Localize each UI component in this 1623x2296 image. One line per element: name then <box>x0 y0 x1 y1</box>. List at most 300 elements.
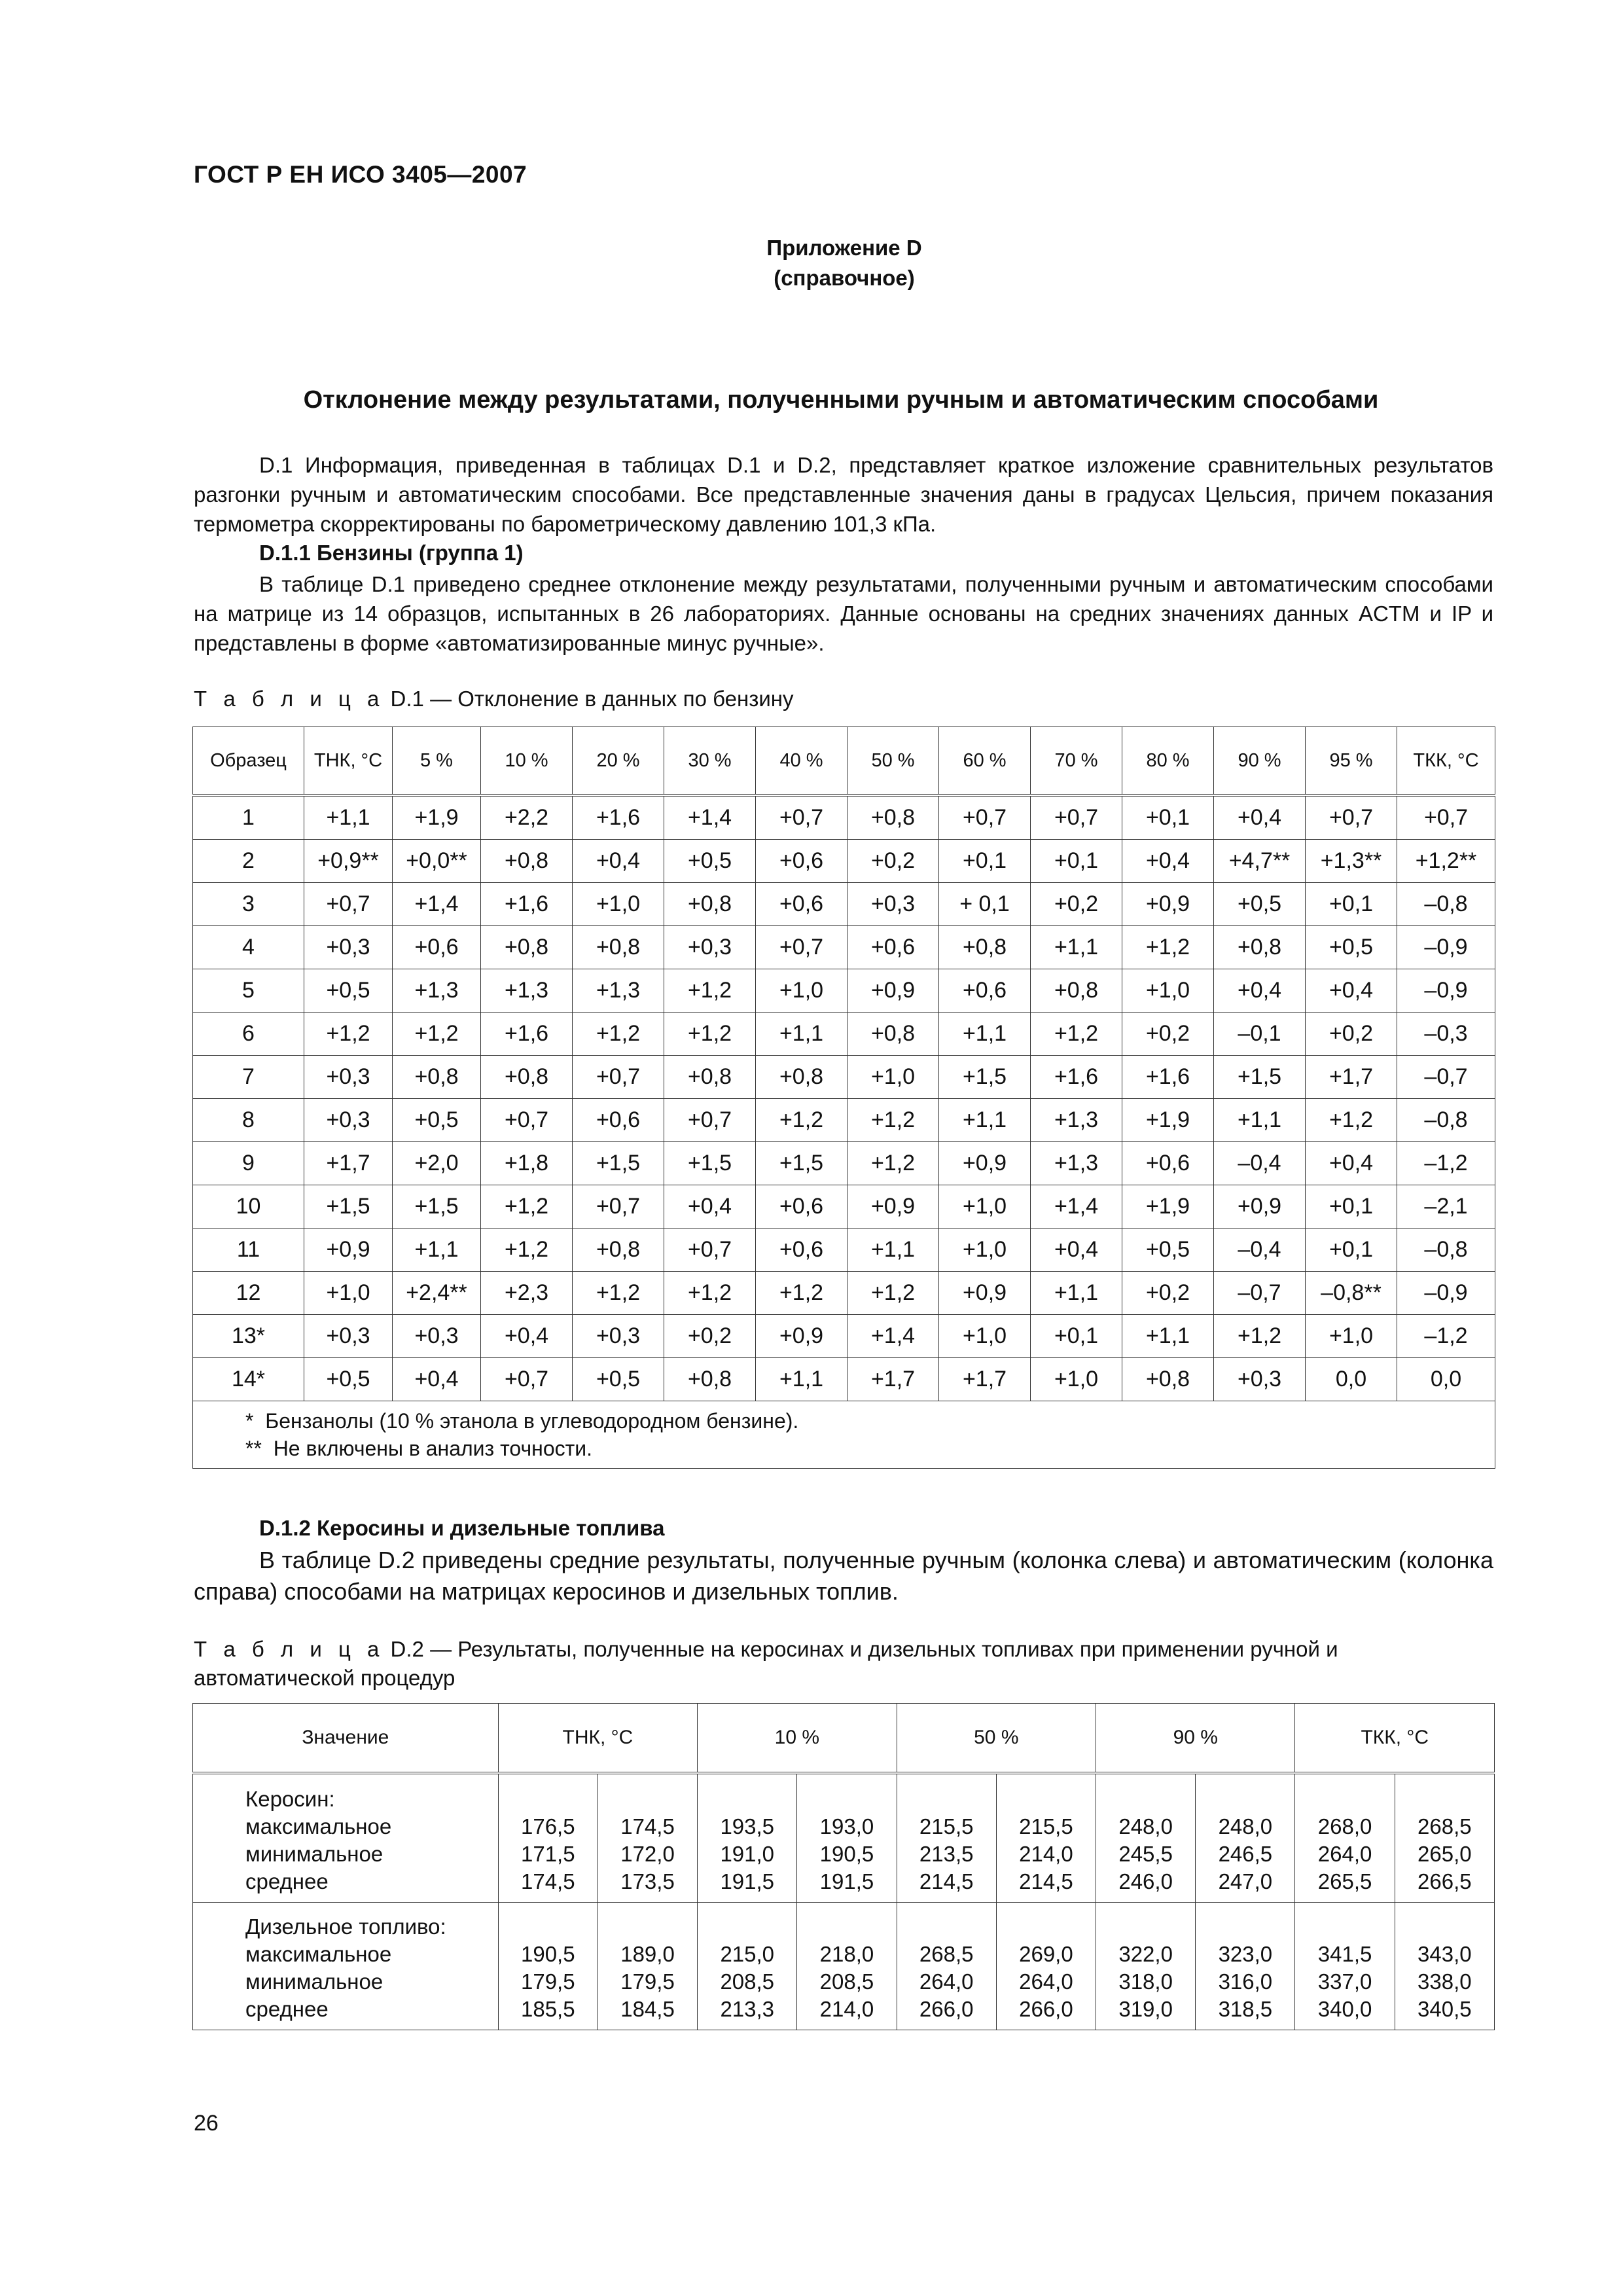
table2-value-cell <box>698 1902 797 2030</box>
table1-cell: +0,2 <box>1306 1013 1397 1056</box>
table1-cell: +1,0 <box>847 1056 939 1099</box>
table1-column-header: 95 % <box>1306 727 1397 796</box>
table1-cell: +0,8 <box>939 926 1031 969</box>
table1-cell: +0,9 <box>1214 1185 1306 1229</box>
table1-cell: +1,0 <box>1031 1358 1122 1401</box>
table1-cell: +0,8 <box>481 1056 573 1099</box>
table1-cell: +0,3 <box>304 926 393 969</box>
table1-cell: +0,8 <box>573 1229 664 1272</box>
table1-column-header: 70 % <box>1031 727 1122 796</box>
table1-cell: +0,2 <box>1122 1272 1214 1315</box>
table1-cell: +1,2 <box>756 1272 847 1315</box>
table1-cell: –0,8 <box>1397 1229 1495 1272</box>
paragraph-d11: В таблице D.1 приведено среднее отклонение между результатами, полученными ручным и автоматическим способами на матрице из 14 образцов, испытанных в 26 лабораториях. Данные основаны на средних значениях данных ACTM и IP и представлены в форме «автоматизированные минус ручные». <box>194 572 1493 655</box>
table1-cell: +0,3 <box>664 926 756 969</box>
table1-cell: +0,8 <box>1122 1358 1214 1401</box>
table1-cell: +1,5 <box>304 1185 393 1229</box>
table1-cell: +0,5 <box>304 1358 393 1401</box>
table1-cell: +0,6 <box>847 926 939 969</box>
table1-cell: +1,2 <box>664 969 756 1013</box>
table1-row <box>193 926 1495 969</box>
table1-cell: +1,1 <box>847 1229 939 1272</box>
table2-values: 190,5 179,5 185,5 <box>521 1942 575 2021</box>
table1-cell: +0,3 <box>1214 1358 1306 1401</box>
table2-value-cell <box>797 1902 897 2030</box>
table1-cell: –0,9 <box>1397 1272 1495 1315</box>
table1-cell: 0,0 <box>1397 1358 1495 1401</box>
table1-cell: +1,2 <box>304 1013 393 1056</box>
table1-cell: +0,1 <box>1122 795 1214 840</box>
paragraph-d1: D.1 Информация, приведенная в таблицах D.1 и D.2, представляет краткое изложение сравнительных результатов разгонки ручным и автоматическим способами. Все представленные значения даны в градусах Цельсия, причем показания термометра скорректированы по барометрическому давлению 101,3 кПа. <box>194 453 1493 536</box>
table1-column-header: ТНК, °С <box>304 727 393 796</box>
table1-cell: –2,1 <box>1397 1185 1495 1229</box>
table1-cell: +0,9 <box>756 1315 847 1358</box>
table1-cell: +1,2** <box>1397 840 1495 883</box>
table2-value-cell <box>1196 1773 1295 1902</box>
table1-cell: +0,1 <box>1031 840 1122 883</box>
table1-cell: +0,4 <box>664 1185 756 1229</box>
table1-cell: +0,5 <box>1122 1229 1214 1272</box>
table1-cell: +2,2 <box>481 795 573 840</box>
table1-cell: +1,3** <box>1306 840 1397 883</box>
table1-cell: –0,3 <box>1397 1013 1495 1056</box>
table1-column-header: 50 % <box>847 727 939 796</box>
table1-cell: +0,6 <box>756 1185 847 1229</box>
table1-cell: +0,4 <box>393 1358 481 1401</box>
table1-cell: 12 <box>193 1272 304 1315</box>
table2-values: 323,0 316,0 318,5 <box>1218 1942 1273 2021</box>
table1-cell: –0,1 <box>1214 1013 1306 1056</box>
table1-cell: +1,2 <box>664 1272 756 1315</box>
table1-cell: +0,3 <box>304 1099 393 1142</box>
table2-values: 269,0 264,0 266,0 <box>1019 1942 1073 2021</box>
table2-column-header: 10 % <box>698 1704 897 1774</box>
table1-cell: –1,2 <box>1397 1315 1495 1358</box>
table2-group-row <box>193 1902 1495 2030</box>
table1-cell: +0,7 <box>756 795 847 840</box>
table1-cell: +0,9 <box>1122 883 1214 926</box>
table2-value-cell <box>897 1773 996 1902</box>
table1-cell: +2,3 <box>481 1272 573 1315</box>
table1-cell: +1,3 <box>1031 1142 1122 1185</box>
table1-cell: 1 <box>193 795 304 840</box>
table1-cell: +0,5 <box>664 840 756 883</box>
section-title: Отклонение между результатами, полученными ручным и автоматическим способами <box>303 386 1379 414</box>
table1-footnotes <box>193 1401 1495 1469</box>
table1-cell: –1,2 <box>1397 1142 1495 1185</box>
table1-cell: +0,6 <box>756 1229 847 1272</box>
table1-cell: +1,5 <box>664 1142 756 1185</box>
table1-cell: –0,9 <box>1397 969 1495 1013</box>
table1-cell: +1,9 <box>393 795 481 840</box>
table1-cell: +1,2 <box>847 1272 939 1315</box>
table1-cell: +1,2 <box>756 1099 847 1142</box>
table1-column-header: 5 % <box>393 727 481 796</box>
table1-cell: +0,2 <box>1031 883 1122 926</box>
table1-cell: +1,1 <box>1214 1099 1306 1142</box>
table1-cell: +1,2 <box>1306 1099 1397 1142</box>
table1-cell: +0,8 <box>1031 969 1122 1013</box>
table2-values: 341,5 337,0 340,0 <box>1317 1942 1372 2021</box>
table1-cell: +0,1 <box>939 840 1031 883</box>
table1-cell: +1,2 <box>573 1013 664 1056</box>
table1-cell: +0,8 <box>573 926 664 969</box>
table1-cell: –0,7 <box>1397 1056 1495 1099</box>
table2-value-cell <box>996 1902 1096 2030</box>
table1-cell: –0,8** <box>1306 1272 1397 1315</box>
table1-cell: +1,5 <box>939 1056 1031 1099</box>
table1-cell: +1,0 <box>939 1185 1031 1229</box>
table1-cell: +0,7 <box>481 1358 573 1401</box>
table1-cell: +1,7 <box>939 1358 1031 1401</box>
table1-cell: +1,2 <box>393 1013 481 1056</box>
table1-cell: +0,6 <box>393 926 481 969</box>
table1-cell: +0,9 <box>847 969 939 1013</box>
table1-cell: +0,6 <box>573 1099 664 1142</box>
table1-cell: +1,6 <box>481 883 573 926</box>
table1-row <box>193 883 1495 926</box>
table1-cell: –0,7 <box>1214 1272 1306 1315</box>
table1-footnote-1: * Бензанолы (10 % этанола в углеводородном бензине). <box>245 1409 799 1433</box>
table1-cell: +1,1 <box>393 1229 481 1272</box>
table1-cell: +1,4 <box>1031 1185 1122 1229</box>
table2-group-label-text: Дизельное топливо: максимальное минимальное среднее <box>245 1914 446 2021</box>
table1-cell: 3 <box>193 883 304 926</box>
table1-cell: +0,8 <box>664 1358 756 1401</box>
table2-values: 268,5 265,0 266,5 <box>1418 1814 1472 1893</box>
table1-column-header: Образец <box>193 727 304 796</box>
table1-cell: +0,9 <box>939 1142 1031 1185</box>
table1-cell: +2,4** <box>393 1272 481 1315</box>
table2-value-cell <box>597 1773 697 1902</box>
table1-cell: +0,3 <box>304 1315 393 1358</box>
table1-cell: +1,2 <box>1031 1013 1122 1056</box>
table1-row <box>193 1013 1495 1056</box>
table1-cell: +1,3 <box>481 969 573 1013</box>
table1-cell: +1,3 <box>1031 1099 1122 1142</box>
table1-row <box>193 1056 1495 1099</box>
table1-cell: +0,1 <box>1031 1315 1122 1358</box>
table1-cell: +1,0 <box>573 883 664 926</box>
table1-cell: +1,2 <box>847 1099 939 1142</box>
table2-values: 215,0 208,5 213,3 <box>720 1942 775 2021</box>
table1-cell: 9 <box>193 1142 304 1185</box>
table2-value-cell <box>797 1773 897 1902</box>
table1-cell: +0,1 <box>1306 1185 1397 1229</box>
table1-cell: +0,7 <box>1306 795 1397 840</box>
table1-cell: +0,2 <box>847 840 939 883</box>
table1-cell: +1,5 <box>393 1185 481 1229</box>
table1-row <box>193 969 1495 1013</box>
table1-cell: +0,7 <box>304 883 393 926</box>
table2-value-cell <box>498 1773 597 1902</box>
table1-row <box>193 1358 1495 1401</box>
table1-cell: +1,4 <box>847 1315 939 1358</box>
table1-cell: +0,4 <box>1122 840 1214 883</box>
table1-cell: +0,3 <box>847 883 939 926</box>
table1-cell: 14* <box>193 1358 304 1401</box>
table1-cell: +1,1 <box>939 1099 1031 1142</box>
table2-values: 343,0 338,0 340,5 <box>1418 1942 1472 2021</box>
table1-column-header: 40 % <box>756 727 847 796</box>
table1-cell: +1,3 <box>393 969 481 1013</box>
table1-cell: +0,7 <box>756 926 847 969</box>
table1-cell: +0,3 <box>304 1056 393 1099</box>
table2-value-cell <box>1096 1902 1196 2030</box>
table1-cell: +1,2 <box>573 1272 664 1315</box>
table2-caption-text: D.2 — Результаты, полученные на керосинах и дизельных топливах при применении ручной и автоматической процедур <box>194 1637 1338 1690</box>
table1-cell: +0,7 <box>1397 795 1495 840</box>
table2-header-row <box>193 1704 1495 1774</box>
table1-cell: +0,6 <box>1122 1142 1214 1185</box>
table2-value-cell <box>1395 1773 1494 1902</box>
table2-values: 189,0 179,5 184,5 <box>620 1942 675 2021</box>
table1-cell: +0,7 <box>1031 795 1122 840</box>
table1-cell: +0,5 <box>1214 883 1306 926</box>
table2-values: 322,0 318,0 319,0 <box>1118 1942 1173 2021</box>
table1-cell: +0,8 <box>847 795 939 840</box>
table1-cell: +0,2 <box>664 1315 756 1358</box>
table2-value-cell <box>1295 1773 1395 1902</box>
table2-group-label <box>193 1773 499 1902</box>
table2-value-cell <box>698 1773 797 1902</box>
table1-cell: +1,1 <box>1031 1272 1122 1315</box>
table1-cell: +1,1 <box>756 1013 847 1056</box>
table1-column-header: 80 % <box>1122 727 1214 796</box>
table1-cell: –0,4 <box>1214 1229 1306 1272</box>
table2-group-label <box>193 1902 499 2030</box>
table1-cell: –0,8 <box>1397 1099 1495 1142</box>
table1-cell: +1,5 <box>756 1142 847 1185</box>
table2-values: 193,5 191,0 191,5 <box>720 1814 775 1893</box>
table2-column-header: 50 % <box>897 1704 1096 1774</box>
table1-cell: +0,7 <box>481 1099 573 1142</box>
table1-cell: +0,7 <box>664 1229 756 1272</box>
subheading-d12: D.1.2 Керосины и дизельные топлива <box>259 1516 665 1540</box>
table1-cell: +0,4 <box>1306 969 1397 1013</box>
appendix-label: Приложение D <box>766 236 922 260</box>
table2-values: 248,0 246,5 247,0 <box>1218 1814 1273 1893</box>
table1-cell: +0,8 <box>756 1056 847 1099</box>
table1-cell: 13* <box>193 1315 304 1358</box>
table1-cell: +0,4 <box>1214 969 1306 1013</box>
table2-value-cell <box>597 1902 697 2030</box>
paragraph-d12: В таблице D.2 приведены средние результаты, полученные ручным (колонка слева) и автоматическим (колонка справа) способами на матрицах керосинов и дизельных топлив. <box>194 1547 1493 1605</box>
table1-cell: –0,4 <box>1214 1142 1306 1185</box>
table1-cell: 7 <box>193 1056 304 1099</box>
table1-caption <box>194 685 1493 713</box>
table1-footnote-2: ** Не включены в анализ точности. <box>245 1437 593 1460</box>
table1-cell: +1,5 <box>573 1142 664 1185</box>
table2-values: 268,0 264,0 265,5 <box>1317 1814 1372 1893</box>
table2-value-cell <box>1196 1902 1295 2030</box>
subheading-d11: D.1.1 Бензины (группа 1) <box>259 541 524 565</box>
table1-column-header: 20 % <box>573 727 664 796</box>
table1-cell: 6 <box>193 1013 304 1056</box>
table1-cell: +0,5 <box>393 1099 481 1142</box>
table2-caption <box>194 1635 1493 1693</box>
table1-cell: +0,8 <box>481 926 573 969</box>
table1-caption-prefix: Т а б л и ц а <box>194 687 385 711</box>
table2-column-header: ТКК, °С <box>1295 1704 1495 1774</box>
table1-cell: +0,4 <box>1214 795 1306 840</box>
document-code: ГОСТ Р ЕН ИСО 3405—2007 <box>194 161 527 188</box>
appendix-type: (справочное) <box>774 266 915 290</box>
table1-cell: 0,0 <box>1306 1358 1397 1401</box>
table1-cell: +0,4 <box>1031 1229 1122 1272</box>
table2-group-row <box>193 1773 1495 1902</box>
table1-cell: +0,6 <box>756 840 847 883</box>
table1-cell: +1,6 <box>573 795 664 840</box>
table1-cell: +0,9 <box>304 1229 393 1272</box>
table1-cell: +1,1 <box>939 1013 1031 1056</box>
table1-cell: 2 <box>193 840 304 883</box>
table1-column-header: 30 % <box>664 727 756 796</box>
table2-column-header: 90 % <box>1096 1704 1295 1774</box>
page-number: 26 <box>194 2111 219 2136</box>
table2-value-cell <box>1395 1902 1494 2030</box>
table2-values: 215,5 214,0 214,5 <box>1019 1814 1073 1893</box>
table1-cell: +0,9 <box>847 1185 939 1229</box>
table1-cell: +1,0 <box>304 1272 393 1315</box>
table1-notes-row <box>193 1401 1495 1469</box>
table1-cell: +1,1 <box>1031 926 1122 969</box>
table1-column-header: ТКК, °С <box>1397 727 1495 796</box>
table1-cell: 4 <box>193 926 304 969</box>
table1-cell: +0,4 <box>481 1315 573 1358</box>
table2-values: 268,5 264,0 266,0 <box>919 1942 974 2021</box>
table1-cell: 10 <box>193 1185 304 1229</box>
table2-column-header: ТНК, °С <box>498 1704 697 1774</box>
table1-cell: 8 <box>193 1099 304 1142</box>
table1-row <box>193 795 1495 840</box>
table1-cell: 11 <box>193 1229 304 1272</box>
table1-cell: +1,9 <box>1122 1099 1214 1142</box>
table1-cell: +0,0** <box>393 840 481 883</box>
table1-cell: +1,7 <box>304 1142 393 1185</box>
table1-cell: +1,5 <box>1214 1056 1306 1099</box>
table1-cell: +0,7 <box>573 1056 664 1099</box>
table1-cell: +0,8 <box>847 1013 939 1056</box>
table1-cell: +0,5 <box>573 1358 664 1401</box>
table1-cell: +0,3 <box>573 1315 664 1358</box>
table2-value-cell <box>498 1902 597 2030</box>
table1-column-header: 10 % <box>481 727 573 796</box>
table2-group-label-text: Керосин: максимальное минимальное среднее <box>245 1786 392 1893</box>
table1-row <box>193 1229 1495 1272</box>
table1-cell: +1,8 <box>481 1142 573 1185</box>
table1-cell: +1,2 <box>664 1013 756 1056</box>
table1-cell: +1,0 <box>939 1315 1031 1358</box>
table1-cell: +0,8 <box>664 1056 756 1099</box>
table2-values: 218,0 208,5 214,0 <box>819 1942 874 2021</box>
table1-cell: +0,9** <box>304 840 393 883</box>
table2-value-cell <box>897 1902 996 2030</box>
table1-cell: +0,9 <box>939 1272 1031 1315</box>
table1-cell: +1,2 <box>481 1185 573 1229</box>
table2-values: 248,0 245,5 246,0 <box>1118 1814 1173 1893</box>
table1-cell: +1,0 <box>1306 1315 1397 1358</box>
table1-cell: +0,7 <box>664 1099 756 1142</box>
table2-value-cell <box>1096 1773 1196 1902</box>
table1-row <box>193 1142 1495 1185</box>
table1-cell: +1,7 <box>1306 1056 1397 1099</box>
table1-cell: +0,1 <box>1306 883 1397 926</box>
table1-cell: +0,6 <box>939 969 1031 1013</box>
table2-values: 176,5 171,5 174,5 <box>521 1814 575 1893</box>
table1-header-row <box>193 727 1495 796</box>
table1-cell: +0,5 <box>1306 926 1397 969</box>
table1-cell: +1,0 <box>939 1229 1031 1272</box>
table2-values: 174,5 172,0 173,5 <box>620 1814 675 1893</box>
table1-cell: –0,8 <box>1397 883 1495 926</box>
table1-cell: +1,0 <box>1122 969 1214 1013</box>
table1-cell: +0,7 <box>573 1185 664 1229</box>
table1-cell: +1,2 <box>481 1229 573 1272</box>
table1-column-header: 60 % <box>939 727 1031 796</box>
table2-caption-prefix: Т а б л и ц а <box>194 1637 385 1661</box>
table1-cell: +1,4 <box>393 883 481 926</box>
table1-cell: –0,9 <box>1397 926 1495 969</box>
table1-cell: +1,1 <box>304 795 393 840</box>
table2-value-cell <box>1295 1902 1395 2030</box>
table1-cell: +0,6 <box>756 883 847 926</box>
table1-cell: +4,7** <box>1214 840 1306 883</box>
table1-cell: +1,1 <box>756 1358 847 1401</box>
gasoline-deviation-table <box>192 726 1495 1469</box>
kerosene-diesel-table <box>192 1703 1495 2030</box>
table1-row <box>193 1099 1495 1142</box>
table2-values: 193,0 190,5 191,5 <box>819 1814 874 1893</box>
table1-row <box>193 1272 1495 1315</box>
table1-cell: +1,2 <box>1122 926 1214 969</box>
table1-cell: +1,6 <box>1122 1056 1214 1099</box>
table1-caption-text: D.1 — Отклонение в данных по бензину <box>384 687 794 711</box>
table1-cell: +1,9 <box>1122 1185 1214 1229</box>
table1-cell: +2,0 <box>393 1142 481 1185</box>
table1-cell: +0,7 <box>939 795 1031 840</box>
table1-cell: +0,2 <box>1122 1013 1214 1056</box>
table1-cell: 5 <box>193 969 304 1013</box>
table1-cell: +0,1 <box>1306 1229 1397 1272</box>
table1-row <box>193 1185 1495 1229</box>
table1-cell: +0,3 <box>393 1315 481 1358</box>
table1-cell: +0,8 <box>1214 926 1306 969</box>
table1-column-header: 90 % <box>1214 727 1306 796</box>
table1-cell: +1,0 <box>756 969 847 1013</box>
table1-cell: +0,8 <box>664 883 756 926</box>
table1-cell: +1,6 <box>481 1013 573 1056</box>
table2-values: 215,5 213,5 214,5 <box>919 1814 974 1893</box>
table1-cell: +1,2 <box>1214 1315 1306 1358</box>
table1-cell: +0,8 <box>393 1056 481 1099</box>
table1-row <box>193 1315 1495 1358</box>
table1-cell: +1,7 <box>847 1358 939 1401</box>
table1-cell: +0,4 <box>573 840 664 883</box>
table1-cell: +0,5 <box>304 969 393 1013</box>
table1-cell: +0,4 <box>1306 1142 1397 1185</box>
table1-cell: +1,1 <box>1122 1315 1214 1358</box>
table1-cell: +1,4 <box>664 795 756 840</box>
table1-cell: +1,2 <box>847 1142 939 1185</box>
table1-cell: +1,3 <box>573 969 664 1013</box>
table1-cell: +0,8 <box>481 840 573 883</box>
table2-column-header: Значение <box>193 1704 499 1774</box>
table1-cell: + 0,1 <box>939 883 1031 926</box>
table2-value-cell <box>996 1773 1096 1902</box>
table1-cell: +1,6 <box>1031 1056 1122 1099</box>
table1-row <box>193 840 1495 883</box>
